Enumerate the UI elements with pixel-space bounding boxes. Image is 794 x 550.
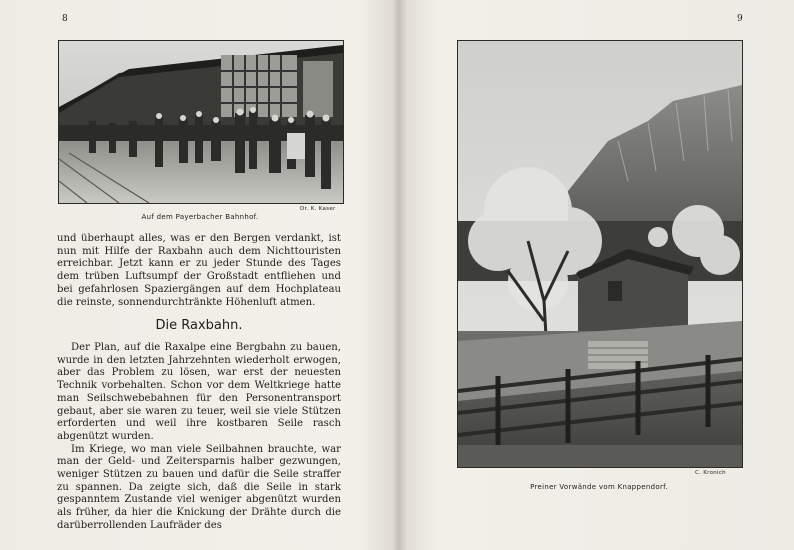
- intro-paragraph: und überhaupt alles, was er den Bergen verdankt, ist nun mit Hilfe der Raxbahn auch dem Nichttouristen erreichbar. Jetzt kann er zu jeder Stunde des Tages dem trüben Luftsumpf der Großstadt entfliehen und bei gefahrlosen Spaziergängen auf dem Hochplateau die reinste, sonnendurchtränkte Höhenluft atmen.: [57, 233, 341, 308]
- page-number-left: 8: [62, 14, 68, 24]
- photo-caption-right: Preiner Vorwände vom Knappendorf.: [530, 483, 668, 491]
- body-paragraph-1: Der Plan, auf die Raxalpe eine Bergbahn zu bauen, wurde in den letzten Jahrzehnten wiederholt erwogen, aber das Problem zu lösen, war erst der neuesten Technik vorbehalten. Schon vor dem Weltkriege hatte man Seilschwebebahnen für den Personentransport gebaut, aber sie waren zu teuer, weil sie viele Stützen erforderten und weil ihre kostbaren Seile rasch abgenützt wurden.: [57, 342, 341, 442]
- station-photo-image: [59, 41, 343, 203]
- body-text-block: [57, 342, 341, 533]
- intro-text-block: [57, 233, 341, 309]
- body-paragraph-2: Im Kriege, wo man viele Seilbahnen brauchte, war man der Geld- und Zeitersparnis halber gezwungen, weniger Stützen zu bauen und dafür die Seile straffer zu spannen. Da zeigte sich, daß die Seile in stark gespanntem Zustande viel weniger abgenützt wurden als früher, da hier die Knickung der Drähte durch die darüberrollenden Laufräder des: [57, 443, 341, 531]
- station-photo: [58, 40, 344, 204]
- photo-credit-right: C. Kronich: [695, 470, 726, 476]
- landscape-photo: [457, 40, 743, 468]
- photo-credit-left: Dr. K. Kaser: [300, 206, 336, 212]
- page-number-right: 9: [737, 14, 743, 24]
- right-page: [397, 0, 794, 550]
- landscape-photo-image: [458, 41, 742, 467]
- section-heading: Die Raxbahn.: [155, 318, 243, 333]
- photo-caption-left: Auf dem Payerbacher Bahnhof.: [141, 213, 259, 221]
